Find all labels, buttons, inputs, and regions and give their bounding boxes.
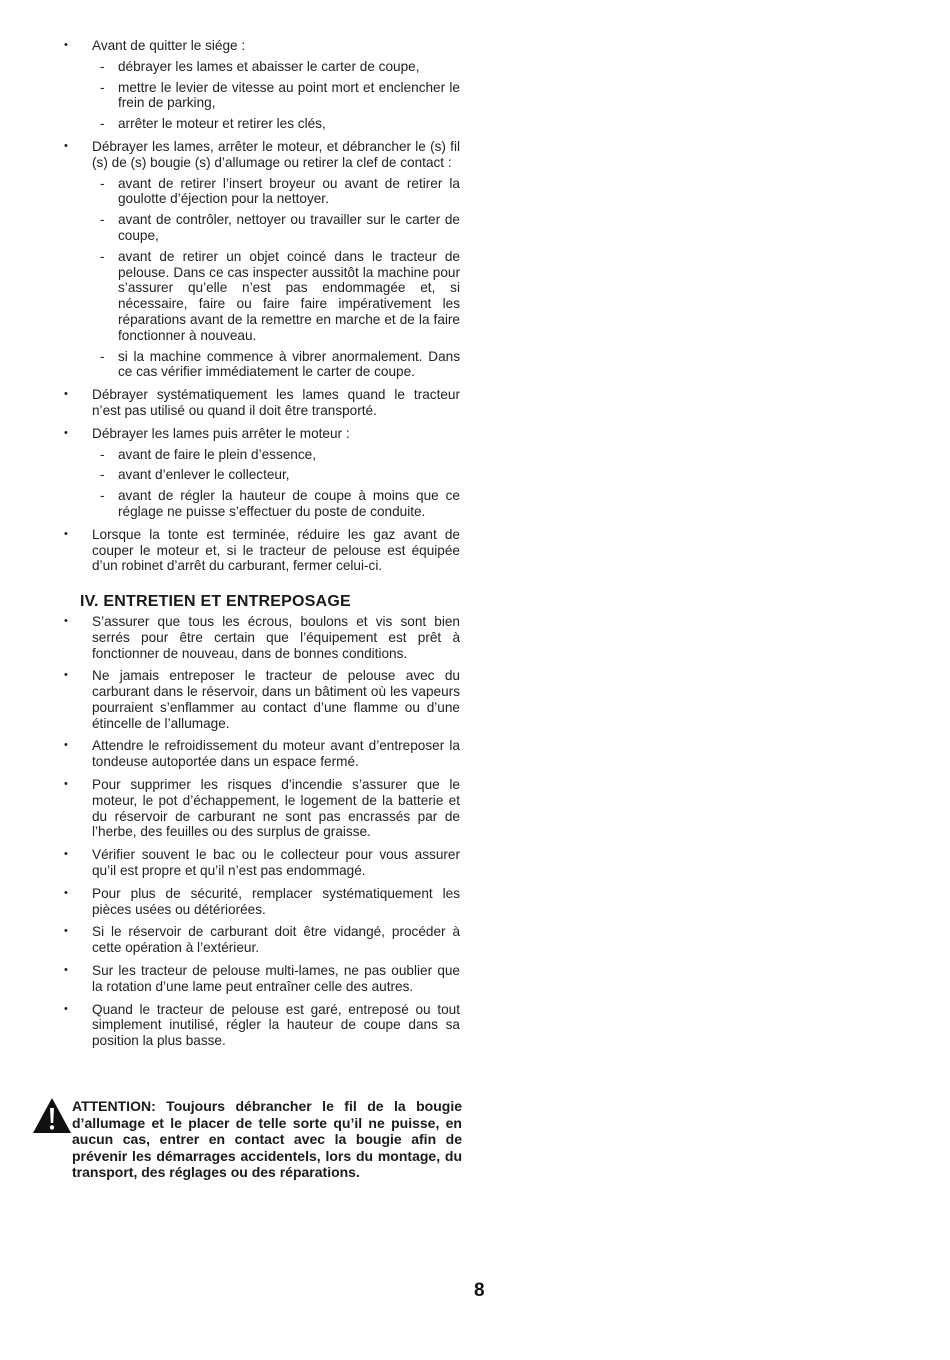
- list-item-text: Lorsque la tonte est terminée, réduire les gaz avant de couper le moteur et, si le tracteur de pelouse est équipée d’un robinet d’arrêt du carburant, fermer celui-ci.: [92, 526, 460, 574]
- sub-list-item-text: avant d’enlever le collecteur,: [118, 467, 290, 483]
- list-item-text: S’assurer que tous les écrous, boulons et vis sont bien serrés pour être certain que l’équipement est prêt à fonctionner de nouveau, dans de bonnes conditions.: [92, 613, 460, 661]
- list-item-text: Pour supprimer les risques d’incendie s’assurer que le moteur, le pot d’échappement, le logement de la batterie et du réservoir de carburant ne sont pas encrassés par de l’herbe, des feuilles ou des surplus de graisse.: [92, 777, 460, 840]
- list-item-text: Débrayer les lames, arrêter le moteur, et débrancher le (s) fil (s) de (s) bougie (s) d’allumage ou retirer la clef de contact :: [92, 138, 460, 170]
- sub-list-item: [92, 176, 460, 208]
- sub-list-item-text: débrayer les lames et abaisser le carter de coupe,: [118, 58, 420, 74]
- sub-list: [92, 59, 460, 132]
- list-item: [62, 1002, 460, 1049]
- list-item-text: Si le réservoir de carburant doit être vidangé, procéder à cette opération à l’extérieur.: [92, 924, 460, 956]
- sub-list: [92, 447, 460, 520]
- sub-list-item: [92, 59, 460, 75]
- list-item: [62, 847, 460, 879]
- sub-list: [92, 176, 460, 381]
- list-item-text: Attendre le refroidissement du moteur avant d’entreposer la tondeuse autoportée dans un espace fermé.: [92, 738, 460, 770]
- list-item: [62, 738, 460, 770]
- list-item: [62, 527, 460, 574]
- list-item: [62, 614, 460, 661]
- sub-list-item-text: avant de faire le plein d’essence,: [118, 446, 316, 462]
- list-item-text: Débrayer systématiquement les lames quand le tracteur n’est pas utilisé ou quand il doit être transporté.: [92, 387, 460, 418]
- list-item: [62, 387, 460, 419]
- list-item-text: Ne jamais entreposer le tracteur de pelouse avec du carburant dans le réservoir, dans un bâtiment où les vapeurs pourraient s’enflammer au contact d’une flamme ou d’une étincelle de l’allumage.: [92, 668, 460, 731]
- list-item-text: Sur les tracteur de pelouse multi-lames, ne pas oublier que la rotation d’une lame peut entraîner celle des autres.: [92, 963, 460, 994]
- list-item-text: Avant de quitter le siége :: [92, 38, 246, 53]
- sub-list-item-text: arrêter le moteur et retirer les clés,: [118, 116, 326, 132]
- maintenance-list: [62, 614, 460, 1049]
- list-item-text: Vérifier souvent le bac ou le collecteur pour vous assurer qu’il est propre et qu’il n’est pas endommagé.: [92, 847, 460, 879]
- main-text-column: [62, 38, 460, 1056]
- list-item-text: Débrayer les lames puis arrêter le moteur :: [92, 425, 350, 441]
- warning-text: ATTENTION: Toujours débrancher le fil de la bougie d’allumage et le placer de telle sorte qu’il ne puisse, en aucun cas, entrer en contact avec la bougie afin de prévenir les démarrages accidentels, lors du montage, du transport, des réglages ou des réparations.: [72, 1098, 462, 1181]
- list-item: [62, 777, 460, 840]
- list-item: [62, 426, 460, 520]
- sub-list-item: [92, 349, 460, 381]
- list-item: [62, 139, 460, 380]
- warning-block: [32, 1096, 462, 1181]
- sub-list-item-text: avant de régler la hauteur de coupe à moins que ce réglage ne puisse s’effectuer du poste de conduite.: [118, 488, 460, 519]
- sub-list-item: [92, 116, 460, 132]
- list-item-text: Pour plus de sécurité, remplacer systématiquement les pièces usées ou détériorées.: [92, 885, 460, 917]
- warning-triangle-icon: [32, 1097, 72, 1135]
- sub-list-item-text: avant de contrôler, nettoyer ou travailler sur le carter de coupe,: [118, 212, 460, 243]
- sub-list-item: [92, 212, 460, 244]
- section-heading: IV. ENTRETIEN ET ENTREPOSAGE: [80, 593, 351, 611]
- sub-list-item: [92, 447, 460, 463]
- sub-list-item-text: mettre le levier de vitesse au point mort et enclencher le frein de parking,: [118, 79, 460, 111]
- sub-list-item: [92, 467, 460, 483]
- sub-list-item: [92, 488, 460, 520]
- list-item-text: Quand le tracteur de pelouse est garé, entreposé ou tout simplement inutilisé, régler la hauteur de coupe dans sa position la plus basse.: [92, 1001, 460, 1049]
- page-number: 8: [474, 1280, 485, 1301]
- sub-list-item-text: avant de retirer un objet coincé dans le tracteur de pelouse. Dans ce cas inspecter aussitôt la machine pour s’assurer qu’elle n’est pas endommagée et, si nécessaire, faire ou faire faire impérativement les réparations avant de la remettre en marche et de la faire fonctionner à nouveau.: [118, 248, 460, 343]
- sub-list-item: [92, 249, 460, 344]
- sub-list-item-text: si la machine commence à vibrer anormalement. Dans ce cas vérifier immédiatement le carter de coupe.: [118, 348, 460, 380]
- list-item: [62, 668, 460, 731]
- sub-list-item-text: avant de retirer l’insert broyeur ou avant de retirer la goulotte d’éjection pour la nettoyer.: [118, 175, 460, 207]
- sub-list-item: [92, 80, 460, 112]
- list-item: [62, 38, 460, 132]
- list-item: [62, 963, 460, 995]
- list-item: [62, 886, 460, 918]
- list-item: [62, 924, 460, 956]
- shutdown-list: [62, 38, 460, 574]
